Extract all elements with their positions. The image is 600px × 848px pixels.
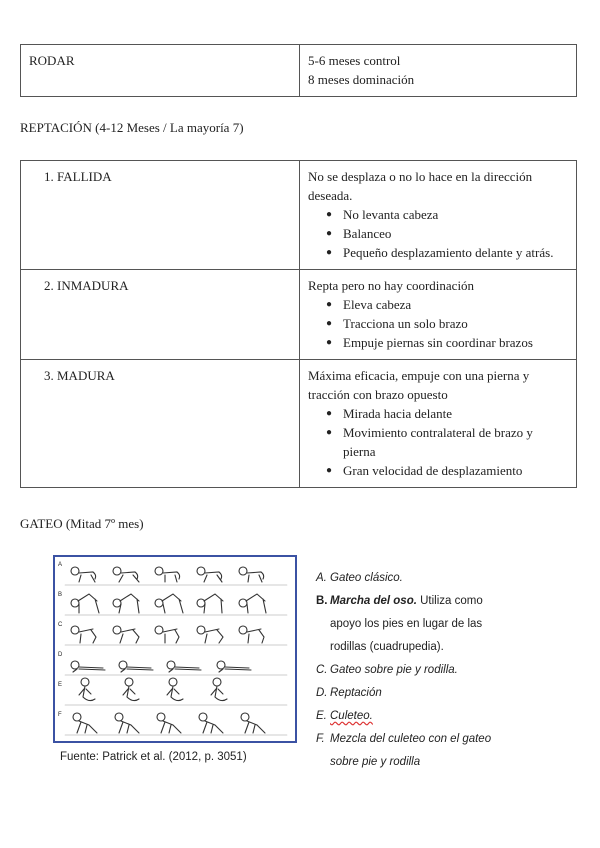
- gateo-heading: GATEO (Mitad 7º mes): [20, 516, 144, 531]
- legend-item-f: [316, 728, 506, 774]
- legend-item-e: [316, 705, 506, 728]
- legend-bold-text: Marcha del oso.: [330, 595, 417, 607]
- legend-item-d: [316, 682, 506, 705]
- stage-description: No se desplaza o no lo hace en la dirección deseada.: [308, 169, 533, 203]
- crawling-illustration: [55, 557, 295, 741]
- legend-text: Gateo clásico.: [330, 572, 403, 584]
- rodar-label: RODAR: [21, 45, 300, 97]
- row-letter: B: [58, 592, 63, 598]
- list-item: ● Gran velocidad de desplazamiento: [326, 461, 568, 480]
- table-row: [21, 161, 577, 270]
- list-item: ● Mirada hacia delante: [326, 404, 568, 423]
- row-letter: E: [58, 682, 63, 688]
- stage-name: INMADURA: [57, 278, 129, 293]
- row-letter: A: [58, 562, 63, 568]
- list-item: ● Pequeño desplazamiento delante y atrás.: [326, 243, 568, 262]
- row-d-figures: [71, 661, 251, 672]
- stage-bullets: [308, 205, 568, 262]
- stage-description-cell: [300, 270, 577, 360]
- stage-cell: [21, 360, 300, 488]
- row-letter: D: [58, 652, 63, 658]
- stage-description: Repta pero no hay coordinación: [308, 278, 475, 293]
- legend-letter: E.: [316, 710, 327, 722]
- rodar-line-1: 5-6 meses control: [308, 53, 401, 68]
- stage-name: FALLIDA: [57, 169, 112, 184]
- table-row: [21, 270, 577, 360]
- legend-letter: A.: [316, 572, 327, 584]
- stage-bullets: [308, 295, 568, 352]
- rodar-milestones: [300, 45, 577, 97]
- legend-item-a: [316, 567, 506, 590]
- stage-description-cell: [300, 161, 577, 270]
- row-b-figures: [71, 594, 266, 613]
- table-row: [21, 360, 577, 488]
- table-row: [21, 45, 577, 97]
- row-e-figures: [79, 678, 227, 701]
- legend-letter: B.: [316, 595, 328, 607]
- rodar-line-2: 8 meses dominación: [308, 72, 415, 87]
- legend-text: Mezcla del culeteo con el gateo sobre pie y rodilla: [330, 733, 492, 768]
- stage-number: 1.: [44, 169, 54, 184]
- stage-description-cell: [300, 360, 577, 488]
- stage-bullets: [308, 404, 568, 480]
- legend-letter: C.: [316, 664, 328, 676]
- row-f-figures: [73, 713, 265, 733]
- row-c-figures: [71, 626, 264, 643]
- legend-letter: F.: [316, 733, 325, 745]
- legend-text: Gateo sobre pie y rodilla.: [330, 664, 458, 676]
- list-item: ● Tracciona un solo brazo: [326, 314, 568, 333]
- legend-text: Culeteo.: [330, 710, 373, 722]
- list-item: ● Empuje piernas sin coordinar brazos: [326, 333, 568, 352]
- rodar-table: [20, 44, 577, 97]
- stage-number: 3.: [44, 368, 54, 383]
- list-item: ● Movimiento contralateral de brazo y pierna: [326, 423, 568, 461]
- stage-cell: [21, 270, 300, 360]
- list-item: ● Eleva cabeza: [326, 295, 568, 314]
- reptacion-table: [20, 160, 577, 488]
- legend-letter: D.: [316, 687, 328, 699]
- reptacion-heading: REPTACIÓN (4-12 Meses / La mayoría 7): [20, 120, 244, 135]
- legend-item-b: [316, 590, 506, 659]
- row-letter: C: [58, 622, 63, 628]
- stage-description: Máxima eficacia, empuje con una pierna y tracción con brazo opuesto: [308, 368, 530, 402]
- row-letter: F: [58, 712, 62, 718]
- legend-text: Utiliza como apoyo los pies en lugar de las rodillas (cuadrupedia).: [330, 595, 483, 653]
- list-item: ● No levanta cabeza: [326, 205, 568, 224]
- legend-item-c: [316, 659, 506, 682]
- stage-name: MADURA: [57, 368, 115, 383]
- crawling-figure: [53, 555, 297, 743]
- row-a-figures: [71, 567, 264, 582]
- list-item: ● Balanceo: [326, 224, 568, 243]
- figure-caption: Fuente: Patrick et al. (2012, p. 3051): [60, 751, 247, 763]
- figure-legend: [316, 567, 506, 774]
- legend-text: Reptación: [330, 687, 382, 699]
- stage-number: 2.: [44, 278, 54, 293]
- stage-cell: [21, 161, 300, 270]
